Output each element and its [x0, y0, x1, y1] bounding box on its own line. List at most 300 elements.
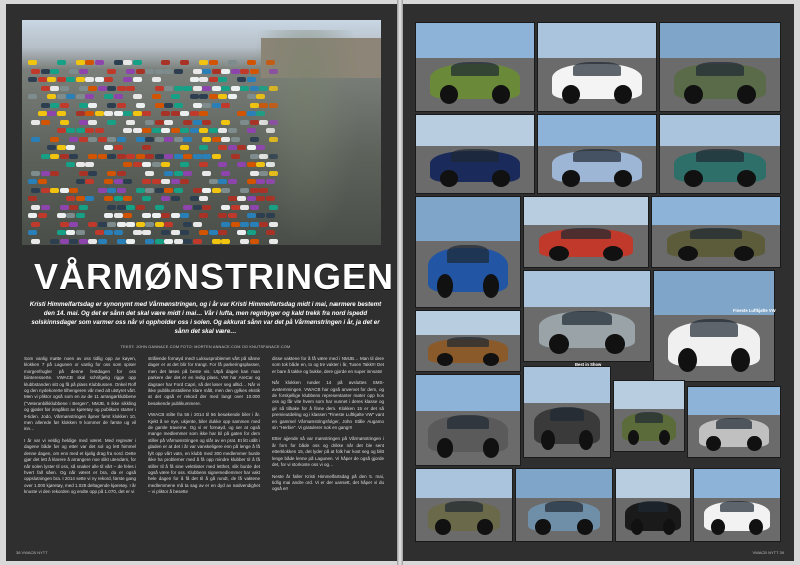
car-photo: [537, 114, 657, 194]
parked-car: [155, 69, 164, 74]
column-1: [24, 356, 136, 501]
parked-car: [199, 230, 208, 235]
parked-car: [221, 239, 230, 244]
parked-car: [60, 205, 69, 210]
parked-car: [38, 111, 47, 116]
parked-car: [126, 120, 135, 125]
parked-car: [240, 69, 249, 74]
parked-car: [76, 128, 85, 133]
parked-car: [161, 213, 170, 218]
parked-car: [174, 86, 183, 91]
caption-best-in-show: Best in Show: [575, 362, 602, 367]
parked-car: [98, 222, 107, 227]
parked-car: [155, 137, 164, 142]
parked-car: [183, 222, 192, 227]
parked-car: [95, 77, 104, 82]
parked-car: [199, 145, 208, 150]
parked-car: [240, 120, 249, 125]
parked-car: [114, 94, 123, 99]
parked-car: [85, 77, 94, 82]
car-photo: [415, 374, 521, 466]
parked-car: [133, 60, 142, 65]
parked-car: [155, 103, 164, 108]
parked-car: [79, 86, 88, 91]
parked-car: [57, 111, 66, 116]
parked-car: [199, 94, 208, 99]
parked-car: [171, 213, 180, 218]
parked-car: [202, 188, 211, 193]
parked-car: [155, 205, 164, 210]
parked-car: [237, 77, 246, 82]
paragraph: Som vanlig møtte noen av oss tidlig opp av køyen, klokken 7 på Lagunen or vanlig for oss som spiser morgenfrugler på denne festdagen for oss biinteresserte. VWACB skal schrifgelig rigge opp klubbstanden sitt og få på plass Klubbussen. Onkel Rolf og den nydekorerte tilhengeren vår med alt utstyret vårt. Men vi pliktor også som en av de 11 arrangørklubbene ("Veteranbilkklubbene i Bergen", NMJB, 6 ikke sikkling og gjøder før inngåkst av kjøretøy og publikum starter i 9-tiden. Jodo, Vårmønstringen åpner først klokken 10, men allerede før klokken 9 kommer de første ug vil inn…: [24, 356, 136, 432]
parked-car: [240, 239, 249, 244]
parked-car: [41, 171, 50, 176]
parked-car: [47, 94, 56, 99]
paragraph: Når klokken runder 14 på avsluttes SMS-avstemmingen. VWACB har også anvervet for dem, og de forskjellige klubbens representanter møter opp hos oss og får vite hvem som har vunnet i deres klasse og gir så tilbake for å finne dem. Klokken 15 er det så premieutdeling og i klassen "Fineste Luftkjølte VW" vant en gammel Vårmønstringsfolger, John Ståle Augamo sin "Herbie". Vi gratulerer nok en gang!!!: [272, 380, 384, 431]
parked-car: [180, 111, 189, 116]
parked-car: [190, 77, 199, 82]
parked-car: [183, 137, 192, 142]
parked-car: [28, 77, 37, 82]
parked-car: [161, 230, 170, 235]
parked-car: [237, 162, 246, 167]
parked-car: [136, 103, 145, 108]
parked-car: [164, 120, 173, 125]
parked-car: [85, 111, 94, 116]
parked-car: [155, 120, 164, 125]
parked-car: [85, 94, 94, 99]
parked-car: [145, 171, 154, 176]
parked-car: [240, 222, 249, 227]
parked-car: [155, 239, 164, 244]
parked-car: [183, 86, 192, 91]
parked-car: [193, 188, 202, 193]
parked-car: [117, 205, 126, 210]
parked-car: [164, 103, 173, 108]
parked-car: [180, 60, 189, 65]
parked-car: [69, 154, 78, 159]
parked-car: [38, 179, 47, 184]
parked-car: [202, 154, 211, 159]
parked-car: [107, 188, 116, 193]
parked-car: [212, 86, 221, 91]
parked-car: [88, 222, 97, 227]
parked-car: [126, 239, 135, 244]
parked-car: [95, 230, 104, 235]
parked-car: [174, 69, 183, 74]
parked-car: [231, 222, 240, 227]
parked-car: [228, 145, 237, 150]
parked-car: [218, 179, 227, 184]
parked-car: [193, 120, 202, 125]
parked-car: [98, 239, 107, 244]
column-3: [272, 356, 384, 498]
parked-car: [50, 86, 59, 91]
parked-car: [237, 145, 246, 150]
parked-car: [47, 77, 56, 82]
parked-car: [164, 239, 173, 244]
parked-car: [60, 239, 69, 244]
parked-car: [231, 69, 240, 74]
parked-car: [171, 94, 180, 99]
parked-car: [228, 196, 237, 201]
parked-car: [69, 222, 78, 227]
parked-car: [126, 154, 135, 159]
parked-car: [117, 154, 126, 159]
parked-car: [145, 222, 154, 227]
parked-car: [79, 239, 88, 244]
parked-car: [221, 205, 230, 210]
parked-car: [28, 60, 37, 65]
parked-car: [199, 162, 208, 167]
parked-car: [174, 171, 183, 176]
parked-car: [193, 69, 202, 74]
parked-car: [164, 137, 173, 142]
paragraph: Etter ajjende så var mønstringen på Vårmønstringen i år forn for både oss og drikke når det ble sent etterklokken 15, det lyder på at folk har kost seg og blitt lenge både lenne på Lagunen. Vi håper de også gjorde det, for vi storkoste oss vi og…: [272, 436, 384, 468]
caption-fineste: Fineste Luftkjølte VW: [733, 308, 776, 313]
parked-car: [142, 111, 151, 116]
parked-car: [209, 60, 218, 65]
parked-car: [228, 60, 237, 65]
car-photo: [523, 366, 611, 458]
parked-car: [180, 213, 189, 218]
parked-car: [136, 188, 145, 193]
parked-car: [38, 77, 47, 82]
car-photo: [523, 196, 649, 268]
parked-car: [193, 154, 202, 159]
car-photo: [659, 114, 781, 194]
parked-car: [88, 239, 97, 244]
parked-car: [79, 171, 88, 176]
parked-car: [218, 230, 227, 235]
parked-car: [237, 196, 246, 201]
parked-car: [114, 60, 123, 65]
parked-car: [107, 222, 116, 227]
parked-car: [31, 171, 40, 176]
parked-car: [202, 171, 211, 176]
parked-car: [85, 162, 94, 167]
parked-car: [114, 111, 123, 116]
parked-car: [152, 94, 161, 99]
car-photo: [613, 380, 685, 452]
parked-car: [107, 103, 116, 108]
parked-car: [221, 86, 230, 91]
parked-car: [104, 179, 113, 184]
car-show-aerial-photo: [22, 20, 381, 245]
parked-car: [69, 239, 78, 244]
parked-car: [209, 128, 218, 133]
parked-car: [228, 128, 237, 133]
parked-car: [76, 230, 85, 235]
parked-car: [50, 171, 59, 176]
parked-car: [50, 154, 59, 159]
parked-car: [193, 205, 202, 210]
parked-car: [133, 94, 142, 99]
car-photo: [415, 22, 535, 112]
parked-car: [107, 171, 116, 176]
parked-car: [180, 162, 189, 167]
parked-car: [31, 239, 40, 244]
parked-car: [152, 213, 161, 218]
parked-car: [221, 171, 230, 176]
parked-car: [123, 162, 132, 167]
parked-car: [218, 77, 227, 82]
parked-car: [123, 213, 132, 218]
parked-car: [164, 222, 173, 227]
parked-car: [60, 103, 69, 108]
parked-car: [228, 179, 237, 184]
parked-car: [212, 239, 221, 244]
parked-car: [218, 128, 227, 133]
car-photo: [659, 22, 781, 112]
parked-car: [221, 103, 230, 108]
parked-car: [218, 162, 227, 167]
parked-car: [155, 154, 164, 159]
parked-car: [66, 230, 75, 235]
parked-car: [117, 239, 126, 244]
parked-car: [228, 94, 237, 99]
parked-car: [136, 205, 145, 210]
car-photo: [687, 386, 781, 458]
parked-car: [76, 77, 85, 82]
parked-car: [76, 60, 85, 65]
parked-car: [41, 120, 50, 125]
parked-car: [95, 111, 104, 116]
parked-car: [152, 77, 161, 82]
parked-car: [171, 196, 180, 201]
parked-car: [164, 154, 173, 159]
page-number-right: VWACB NYTT 39: [752, 550, 784, 555]
parked-car: [57, 213, 66, 218]
parked-car: [240, 188, 249, 193]
parked-car: [212, 154, 221, 159]
parked-car: [202, 120, 211, 125]
parked-car: [199, 60, 208, 65]
column-2: [148, 356, 260, 501]
paragraph: I år var vi veldig heldige med været. Med regnvær i dagene både før og etter var det sol og lett himmel denne dagen, om enn med et kjølig drag fra nord. Dette gjør det lett å klarere å arrangere noe slikt utendørs, for når solen lyster til oss, så snaker alle til vårt – de feles i hvert fall såen. Og når været er bra, da er også oppslutningen bra. I 2014 sette vi ny rekord, første gang over 1.000 kjøretøy, med 1.028 deltagende kjøretøy. I år knuste vi den rekorden og endte opp på 1.070, det er vi: [24, 437, 136, 495]
parked-car: [155, 188, 164, 193]
parked-car: [190, 94, 199, 99]
parked-car: [126, 69, 135, 74]
parked-car: [50, 69, 59, 74]
parked-car: [183, 205, 192, 210]
parked-car: [57, 145, 66, 150]
parked-car: [133, 77, 142, 82]
parked-car: [95, 60, 104, 65]
parked-car: [88, 137, 97, 142]
parked-car: [202, 86, 211, 91]
parked-car: [237, 230, 246, 235]
parked-car: [212, 69, 221, 74]
parked-car: [117, 86, 126, 91]
parked-car: [180, 128, 189, 133]
parked-car: [60, 222, 69, 227]
left-page: [6, 4, 397, 561]
parked-car: [41, 86, 50, 91]
parked-car: [152, 128, 161, 133]
parked-car: [107, 120, 116, 125]
parked-car: [60, 86, 69, 91]
parked-car: [145, 69, 154, 74]
parked-car: [202, 69, 211, 74]
parked-car: [164, 171, 173, 176]
parked-car: [193, 222, 202, 227]
parked-car: [123, 179, 132, 184]
parked-car: [98, 154, 107, 159]
parked-car: [240, 86, 249, 91]
parked-car: [174, 239, 183, 244]
parked-car: [28, 94, 37, 99]
parked-car: [202, 205, 211, 210]
parked-car: [57, 94, 66, 99]
parked-car: [161, 196, 170, 201]
parked-car: [133, 111, 142, 116]
parked-car: [193, 86, 202, 91]
parked-car: [107, 137, 116, 142]
parked-car: [66, 213, 75, 218]
parked-car: [41, 69, 50, 74]
parked-car: [190, 128, 199, 133]
parked-car: [107, 205, 116, 210]
parked-car: [76, 179, 85, 184]
parked-car: [41, 205, 50, 210]
parked-car: [190, 111, 199, 116]
parked-car: [104, 111, 113, 116]
parked-car: [136, 69, 145, 74]
parked-car: [136, 222, 145, 227]
parked-car: [104, 94, 113, 99]
parked-car: [79, 120, 88, 125]
parked-car: [209, 77, 218, 82]
parked-car: [123, 77, 132, 82]
parked-car: [104, 145, 113, 150]
parked-car: [136, 137, 145, 142]
parked-car: [69, 69, 78, 74]
parked-car: [171, 230, 180, 235]
parked-car: [145, 120, 154, 125]
car-photo: [415, 114, 535, 194]
parked-car: [76, 213, 85, 218]
parked-car: [221, 69, 230, 74]
parked-car: [107, 86, 116, 91]
parked-car: [171, 111, 180, 116]
car-photo: [415, 310, 521, 372]
parked-car: [117, 137, 126, 142]
parked-car: [114, 145, 123, 150]
parked-car: [218, 145, 227, 150]
parked-car: [114, 213, 123, 218]
parked-car: [50, 188, 59, 193]
parked-car: [107, 69, 116, 74]
parked-car: [28, 196, 37, 201]
parked-car: [209, 179, 218, 184]
parked-car: [161, 162, 170, 167]
parked-car: [142, 230, 151, 235]
body-text: [24, 356, 384, 546]
car-photo: [515, 468, 613, 542]
parked-car: [142, 128, 151, 133]
parked-car: [183, 120, 192, 125]
paragraph: strålende fornøyd med! Luksusproblemet vårt på sånne dager er at det blir for trangt. For få parkeringsplasser, men det løses på beste vis. Utpå dagen kan man parkere der det er en ledig plass, VW har AreCar og dagsaer har Ford Capri, så det løser seg alltid… Når vi ikke publikumstallene klare målt, men den gylkes ekstik at det også er rekord der med langt over 10.000 besøkende publikummere.: [148, 356, 260, 406]
car-photo: [415, 468, 513, 542]
car-photo: [537, 22, 657, 112]
article-byline: TEKST: JOHN GANNACE.COM FOTO: MORTEN ANNACE.COM OG KNUTSFANACE.COM: [120, 345, 291, 349]
parked-car: [88, 171, 97, 176]
parked-car: [174, 103, 183, 108]
parked-car: [174, 188, 183, 193]
car-photo: [651, 196, 781, 268]
parked-car: [60, 120, 69, 125]
parked-car: [142, 162, 151, 167]
parked-car: [123, 128, 132, 133]
parked-car: [218, 213, 227, 218]
parked-car: [31, 222, 40, 227]
paragraph: VWACB stilte fra 55 i 2014 til 56 besøkende biler i år. Kjekt å se nye, ukjente, biler dukke opp sammen med de gamle traverne. Og vi er fornøyd, og ser at også mange medlemmer som ikke har bil på gaten for dem stiller på Vårmønstringen og slår av en prat. Et litt utålt i gladen er at det i år var vanskeligere enn på lenge å få fylt opp vårt vatn, en klubb med 300 medlemmer burde ikke ha problemer med å få opp mindre klubber til å få stiller til å få sine vekttiister med letthet, slik burde det også være for oss. Klubbens signemedlemmer har vakt hele dagen for å få det til å gå rundt, de få vaktene medlemmene må ta sag av er en dyd av nødvendighet – vi pliktor å besette: [148, 412, 260, 495]
parked-car: [145, 239, 154, 244]
parked-car: [28, 230, 37, 235]
parked-car: [85, 60, 94, 65]
parked-car: [161, 128, 170, 133]
parked-car: [88, 120, 97, 125]
parked-car: [60, 154, 69, 159]
car-photo: [415, 196, 521, 308]
parked-car: [199, 128, 208, 133]
paragraph: disse vaktene for å få være med i NMJB… Man til dere som tok både en, to og tre vakter i år, Tusen Takk!!! Det er bare å takke og bukke, dere gjorde en super innsats!: [272, 356, 384, 374]
parked-car: [155, 222, 164, 227]
parked-car: [209, 230, 218, 235]
parked-car: [183, 239, 192, 244]
parked-car: [98, 188, 107, 193]
parked-car: [171, 128, 180, 133]
parked-car: [41, 188, 50, 193]
parked-car: [199, 77, 208, 82]
parked-car: [237, 111, 246, 116]
parked-car: [126, 205, 135, 210]
paragraph: Neste år faller Kristi Himmelfartsdag på den 5. mai, tidlig mai andre ord. Vi er der uansett, det håper vi du også er!: [272, 473, 384, 492]
parked-car: [85, 179, 94, 184]
parked-car: [152, 179, 161, 184]
parked-car: [209, 94, 218, 99]
parked-car: [218, 94, 227, 99]
parked-car: [117, 222, 126, 227]
parked-car: [212, 103, 221, 108]
parked-car: [193, 103, 202, 108]
parked-car: [180, 179, 189, 184]
parked-car: [155, 86, 164, 91]
parked-car: [199, 111, 208, 116]
parked-car: [69, 188, 78, 193]
parked-car: [114, 196, 123, 201]
parked-car: [164, 86, 173, 91]
parked-car: [174, 154, 183, 159]
tree: [251, 30, 361, 245]
parked-car: [98, 137, 107, 142]
parked-car: [60, 188, 69, 193]
parked-car: [69, 137, 78, 142]
parked-car: [180, 145, 189, 150]
parked-car: [221, 120, 230, 125]
parked-car: [221, 222, 230, 227]
parked-car: [88, 154, 97, 159]
parked-car: [88, 103, 97, 108]
parked-car: [76, 162, 85, 167]
parked-car: [231, 86, 240, 91]
parked-car: [231, 205, 240, 210]
article-lead: Kristi Himmelfartsdag er synonymt med Vårmønstringen, og i år var Kristi Himmelfartsdag midt i mai, nærmere bestemt den 14. mai. Og det er sånn det skal være midt i mai… Vår i lufta, men regnbyger og kald trekk fra nord ispedd solskinnsdager som varmer oss når vi oppholder oss i solen. Og akkurat sånn var det på Vårmønstringen i år, ja det er sånn det skal være…: [29, 301, 382, 335]
parked-car: [161, 60, 170, 65]
parked-car: [142, 213, 151, 218]
parked-car: [161, 179, 170, 184]
